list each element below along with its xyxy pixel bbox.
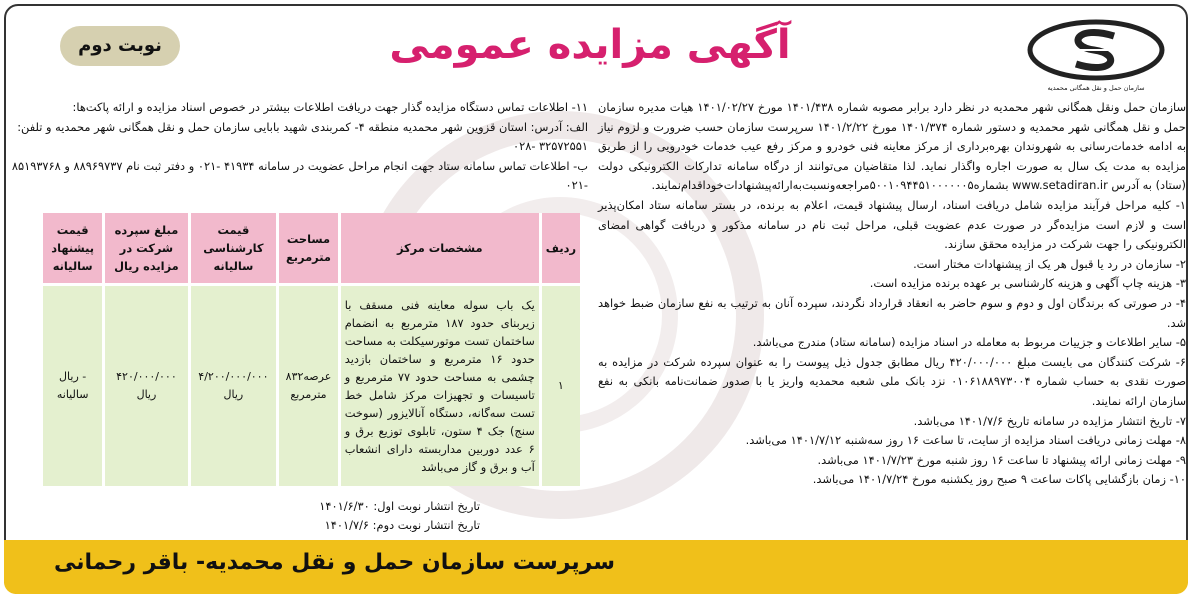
table-row <box>42 285 581 487</box>
header-area: مساحت مترمربع <box>278 213 340 285</box>
header-expert-price: قیمت کارشناسی سالیانه <box>189 213 278 285</box>
contact-setad: ب- اطلاعات تماس سامانه ستاد جهت انجام مراحل عضویت در سامانه ۴۱۹۳۴ -۰۲۱ و دفتر ثبت نام ۸۸۹۶۹۷۳۷ و ۸۵۱۹۳۷۶۸ -۰۲۱ <box>11 158 588 193</box>
organization-logo <box>1016 14 1176 94</box>
round-badge: نوبت دوم <box>60 26 180 66</box>
contacts-column <box>8 98 588 196</box>
publication-second: تاریخ انتشار نوبت دوم: ۱۴۰۱/۷/۶ <box>324 518 480 532</box>
condition-10: ۱۰- زمان بازگشایی پاکات ساعت ۹ صبح روز یکشنبه مورخ ۱۴۰۱/۷/۲۴ می‌باشد. <box>812 472 1186 487</box>
footer-bar <box>4 540 1188 594</box>
condition-2: ۲- سازمان در رد یا قبول هر یک از پیشنهادات مختار است. <box>913 256 1186 271</box>
contact-heading: ۱۱- اطلاعات تماس دستگاه مزایده گذار جهت دریافت اطلاعات بیشتر در خصوص اسناد مزایده و ارائه پاکت‌ها: <box>72 100 588 114</box>
cell-expert-price: ۴/۲۰۰/۰۰۰/۰۰۰ ریال <box>189 285 278 487</box>
condition-7: ۷- تاریخ انتشار مزایده در سامانه تاریخ ۱۴۰۱/۷/۶ می‌باشد. <box>913 413 1186 428</box>
condition-3: ۳- هزینه چاپ آگهی و هزینه کارشناسی بر عهده برنده مزایده است. <box>869 276 1186 291</box>
page-title: آگهی مزایده عمومی <box>389 22 791 68</box>
auction-table <box>40 213 580 486</box>
conditions-column <box>598 98 1186 490</box>
condition-9: ۹- مهلت زمانی ارائه پیشنهاد تا ساعت ۱۶ روز شنبه مورخ ۱۴۰۱/۷/۲۳ می‌باشد. <box>817 452 1186 467</box>
header-deposit: مبلغ سپرده شرکت در مزایده ریال <box>104 213 189 285</box>
cell-description: یک باب سوله معاینه فنی مسقف با زیربنای حدود ۱۸۷ مترمربع به انضمام ساختمان تست موتورسیکلت به مساحت حدود ۱۶ مترمربع و ساختمان بازدید چشمی به مساحت حدود ۷۷ مترمربع و تاسیسات و تجهیزات مرکز شامل خط تست سه‌گانه، دستگاه آنالایزور (سوخت سنج) جک ۴ ستون، تابلوی توزیع برق و ۶ عدد دوربین مداربسته دارای انشعاب آب و برق و گاز می‌باشد <box>339 285 540 487</box>
cell-index: ۱ <box>540 285 580 487</box>
condition-6: ۶- شرکت کنندگان می بایست مبلغ ۴۲۰/۰۰۰/۰۰۰ ریال مطابق جدول ذیل پیوست را به عنوان سپرده شرکت در مزایده به صورت نقدی به حساب شماره ۰۱۰۶۱۸۸۹۷۳۰۰۴ نزد بانک ملی شعبه محمدیه واریز یا با صدور ضمانت‌نامه بانکی به نفع سازمان ارائه نمایند. <box>598 354 1187 408</box>
condition-5: ۵- سایر اطلاعات و جزییات مربوط به معامله در اسناد مزایده (سامانه ستاد) مندرج می‌باشد. <box>752 335 1186 350</box>
condition-8: ۸- مهلت زمانی دریافت اسناد مزایده از سایت، تا ساعت ۱۶ روز سه‌شنبه ۱۴۰۱/۷/۱۲ می‌باشد. <box>745 433 1186 448</box>
cell-deposit: ۴۲۰/۰۰۰/۰۰۰ ریال <box>104 285 189 487</box>
publication-first: تاریخ انتشار نوبت اول: ۱۴۰۱/۶/۳۰ <box>319 499 480 513</box>
condition-4: ۴- در صورتی که برندگان اول و دوم و سوم حاضر به انعقاد قرارداد نگردند، سپرده آنان به ترتیب به نفع سازمان ضبط خواهد شد. <box>598 295 1186 330</box>
svg-text:سازمان حمل و نقل همگانی محمدیه: سازمان حمل و نقل همگانی محمدیه <box>1047 84 1145 92</box>
intro-paragraph: سازمان حمل ونقل همگانی شهر محمدیه در نظر دارد برابر مصوبه شماره ۱۴۰۱/۴۳۸ مورخ ۱۴۰۱/۰۲/۲۷ هیات مدیره سازمان حمل و نقل همگانی شهر محمدیه و دستور شماره ۱۴۰۱/۳۷۴ مورخ ۱۴۰۱/۲/۲۲ سرپرست سازمان حسب ضرورت و لزوم نیاز به ادامه خدمات‌رسانی به شهروندان بهره‌برداری از مرکز معاینه فنی خودرو و مرکز رفع عیب خدمات خودرویی را از طریق مزایده به مدت یک سال به صورت اجاره واگذار نماید. لذا متقاضیان می‌توانند از درگاه سامانه تدارکات الکترونیکی دولت (ستاد) به آدرس www.setadiran.ir بشماره۵۰۰۱۰۹۴۴۵۱۰۰۰۰۰۰۵مراجعه‌ونسبت‌به‌ارائه‌پیشنهادات‌خوداقدام‌نمایند. <box>598 100 1186 193</box>
header-description: مشخصات مرکز <box>339 213 540 285</box>
header-proposed-price: قیمت پیشنهاد سالیانه <box>42 213 104 285</box>
table-header-row <box>42 213 581 285</box>
cell-area: عرصه۸۳۲ مترمربع <box>278 285 340 487</box>
header-index: ردیف <box>540 213 580 285</box>
condition-1: ۱- کلیه مراحل فرآیند مزایده شامل دریافت اسناد، ارسال پیشنهاد قیمت، اعلام به برنده، در بستر سامانه ستاد امکان‌پذیر است و لازم است مزایده‌گر در صورت عدم عضویت قبلی، مراحل ثبت نام در سامانه مذکور و دریافت گواهی امضای الکترونیکی را جهت شرکت در مزایده محقق سازند. <box>598 197 1186 252</box>
publication-dates <box>60 497 480 535</box>
cell-proposed-price: - ریال سالیانه <box>42 285 104 487</box>
footer-signature: سرپرست سازمان حمل و نقل محمدیه- باقر رحمانی <box>54 550 615 575</box>
contact-address: الف: آدرس: استان قزوین شهر محمدیه منطقه ۴- کمربندی شهید بابایی سازمان حمل و نقل همگانی شهر محمدیه و تلفن: ۳۲۵۷۲۵۵۱ -۰۲۸ <box>17 119 588 154</box>
